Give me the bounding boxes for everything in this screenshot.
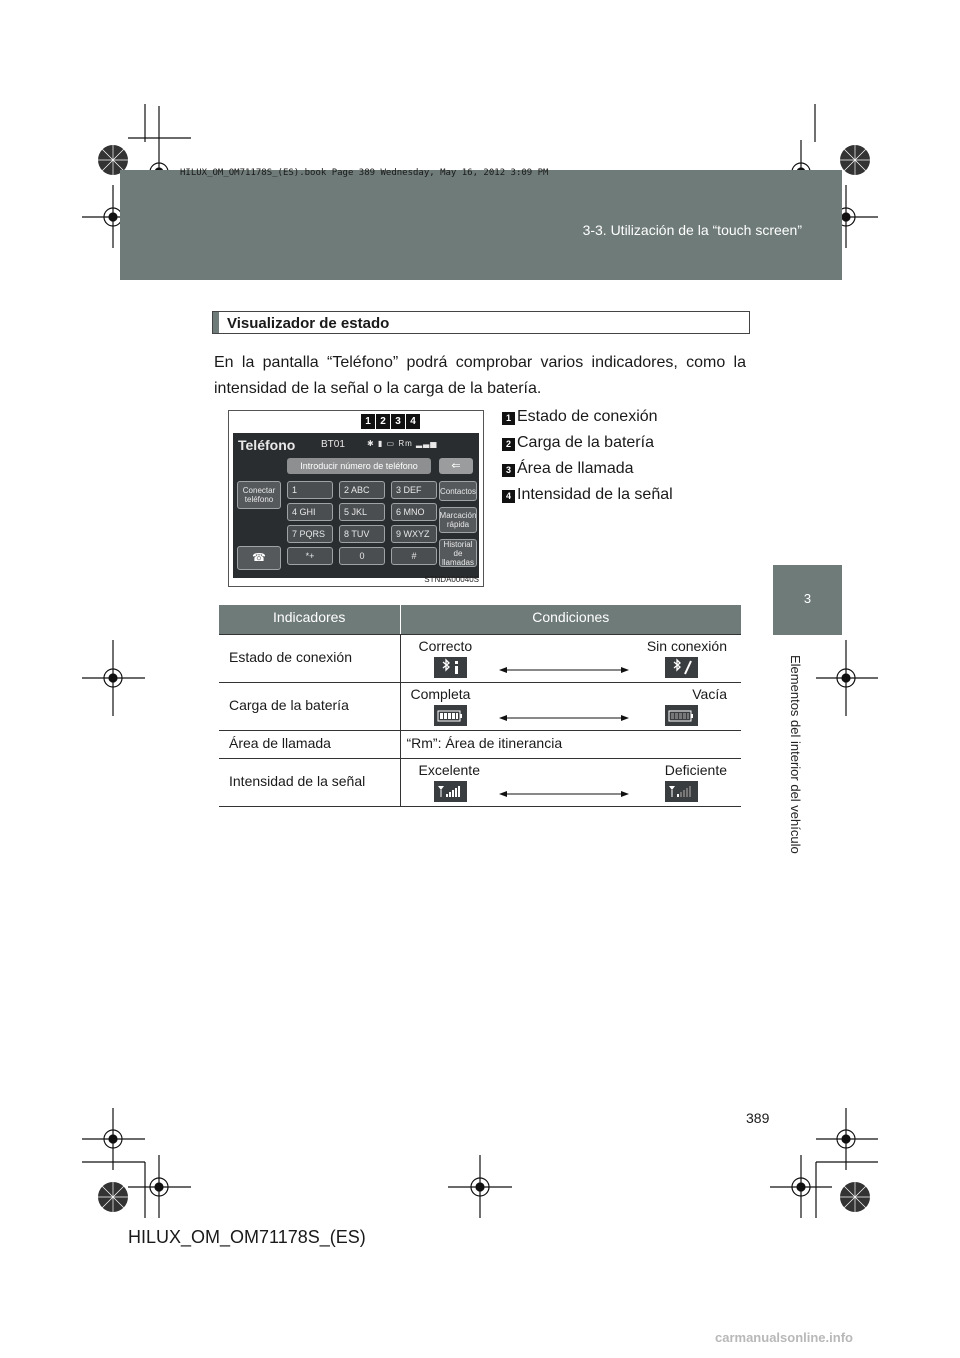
indicator-cell: Carga de la batería — [219, 682, 400, 730]
indicator-cell: Área de llamada — [219, 730, 400, 758]
callout-badge-3: 3 — [391, 414, 405, 429]
indicators-table — [219, 605, 741, 807]
key-hash[interactable]: # — [391, 547, 437, 565]
condition-left-label: Correcto — [418, 637, 473, 654]
callout-badge-4: 4 — [406, 414, 420, 429]
watermark: carmanualsonline.info — [715, 1330, 853, 1345]
chapter-label: Elementos del interior del vehículo — [788, 655, 803, 854]
key-3-letters: DEF — [403, 485, 422, 495]
condition-cell — [400, 634, 741, 682]
battery-empty-icon — [665, 705, 698, 726]
key-star[interactable]: *+ — [287, 547, 333, 565]
condition-right-label: Deficiente — [664, 761, 727, 778]
double-arrow-icon — [499, 714, 629, 722]
key-4-digit: 4 — [292, 507, 298, 517]
key-6-letters: MNO — [403, 507, 425, 517]
document-code: HILUX_OM_OM71178S_(ES) — [128, 1227, 366, 1247]
condition-cell — [400, 682, 741, 730]
callout-badge-2: 2 — [376, 414, 390, 429]
chapter-tab — [773, 565, 842, 633]
section-heading: Visualizador de estado — [227, 315, 390, 332]
key-4[interactable] — [287, 503, 333, 521]
double-arrow-icon — [499, 666, 629, 674]
contacts-button[interactable]: Contactos — [439, 481, 477, 501]
legend-badge: 3 — [502, 464, 515, 477]
key-5-letters: JKL — [351, 507, 368, 517]
condition-right-label: Sin conexión — [646, 637, 727, 654]
key-9-letters: WXYZ — [403, 529, 430, 539]
table-row — [219, 682, 741, 730]
key-0[interactable]: 0 — [339, 547, 385, 565]
chapter-number: 3 — [803, 591, 812, 606]
number-input[interactable]: Introducir número de teléfono — [287, 458, 431, 474]
connect-phone-button[interactable]: Conectar teléfono — [237, 481, 281, 509]
key-3-digit: 3 — [396, 485, 402, 495]
header-conditions: Condiciones — [400, 605, 741, 634]
battery-full-icon — [434, 705, 467, 726]
indicator-cell: Intensidad de la señal — [219, 758, 400, 806]
chapter-label-vertical — [786, 655, 806, 870]
key-9[interactable] — [391, 525, 437, 543]
callout-badge-1: 1 — [361, 414, 375, 429]
phone-screen-illustration — [228, 410, 484, 587]
key-8-letters: TUV — [351, 529, 370, 539]
condition-left-label: Excelente — [418, 761, 480, 778]
key-5[interactable] — [339, 503, 385, 521]
key-8[interactable] — [339, 525, 385, 543]
header-indicators: Indicadores — [219, 605, 400, 634]
key-4-letters: GHI — [299, 507, 316, 517]
legend-badge: 1 — [502, 412, 515, 425]
key-9-digit: 9 — [396, 529, 402, 539]
phone-screen — [233, 433, 479, 578]
phone-handset-icon[interactable]: ☎ — [237, 546, 281, 570]
table-row — [219, 730, 741, 758]
bluetooth-connected-icon — [434, 657, 467, 678]
legend-label: Intensidad de la señal — [517, 486, 673, 503]
legend-badge: 2 — [502, 438, 515, 451]
table-row — [219, 634, 741, 682]
call-history-button[interactable]: Historial de llamadas — [439, 539, 477, 567]
screen-title: Teléfono — [238, 437, 296, 453]
heading-accent — [213, 312, 219, 333]
image-code: STNDA00040S — [424, 575, 479, 584]
key-7-letters: PQRS — [299, 529, 326, 539]
book-info-line: HILUX_OM_OM71178S_(ES).book Page 389 Wednesday, May 16, 2012 3:09 PM — [180, 168, 549, 178]
key-6-digit: 6 — [396, 507, 402, 517]
key-7-digit: 7 — [292, 529, 298, 539]
legend-label: Carga de la batería — [517, 434, 654, 451]
key-1-digit: 1 — [292, 485, 298, 495]
legend-label: Área de llamada — [517, 460, 634, 477]
double-arrow-icon — [499, 790, 629, 798]
condition-cell: “Rm”: Área de itinerancia — [400, 730, 741, 758]
legend-badge: 4 — [502, 490, 515, 503]
key-8-digit: 8 — [344, 529, 350, 539]
signal-strong-icon — [434, 781, 467, 802]
key-2-digit: 2 — [344, 485, 350, 495]
condition-left-label: Completa — [410, 685, 471, 702]
chapter-tab-rule — [773, 633, 842, 635]
status-icons: ✱ ▮ ▭ Rm ▂▃▅ — [367, 439, 438, 448]
table-row — [219, 758, 741, 806]
condition-right-label: Vacía — [692, 685, 727, 702]
section-title: 3-3. Utilización de la “touch screen” — [582, 222, 802, 238]
legend-label: Estado de conexión — [517, 408, 658, 425]
intro-paragraph: En la pantalla “Teléfono” podrá comprobar varios indicadores, como la intensidad de la señal o la carga de la batería. — [214, 354, 746, 397]
backspace-button[interactable]: ⇐ — [439, 458, 473, 474]
key-2[interactable] — [339, 481, 385, 499]
key-5-digit: 5 — [344, 507, 350, 517]
condition-cell — [400, 758, 741, 806]
signal-weak-icon — [665, 781, 698, 802]
section-heading-box — [212, 311, 750, 334]
speed-dial-button[interactable]: Marcación rápida — [439, 507, 477, 533]
key-6[interactable] — [391, 503, 437, 521]
indicator-cell: Estado de conexión — [219, 634, 400, 682]
key-7[interactable] — [287, 525, 333, 543]
device-name: BT01 — [321, 439, 345, 450]
key-2-letters: ABC — [351, 485, 370, 495]
bluetooth-disconnected-icon — [665, 657, 698, 678]
key-1[interactable] — [287, 481, 333, 499]
key-3[interactable] — [391, 481, 437, 499]
page-number: 389 — [746, 1110, 770, 1126]
